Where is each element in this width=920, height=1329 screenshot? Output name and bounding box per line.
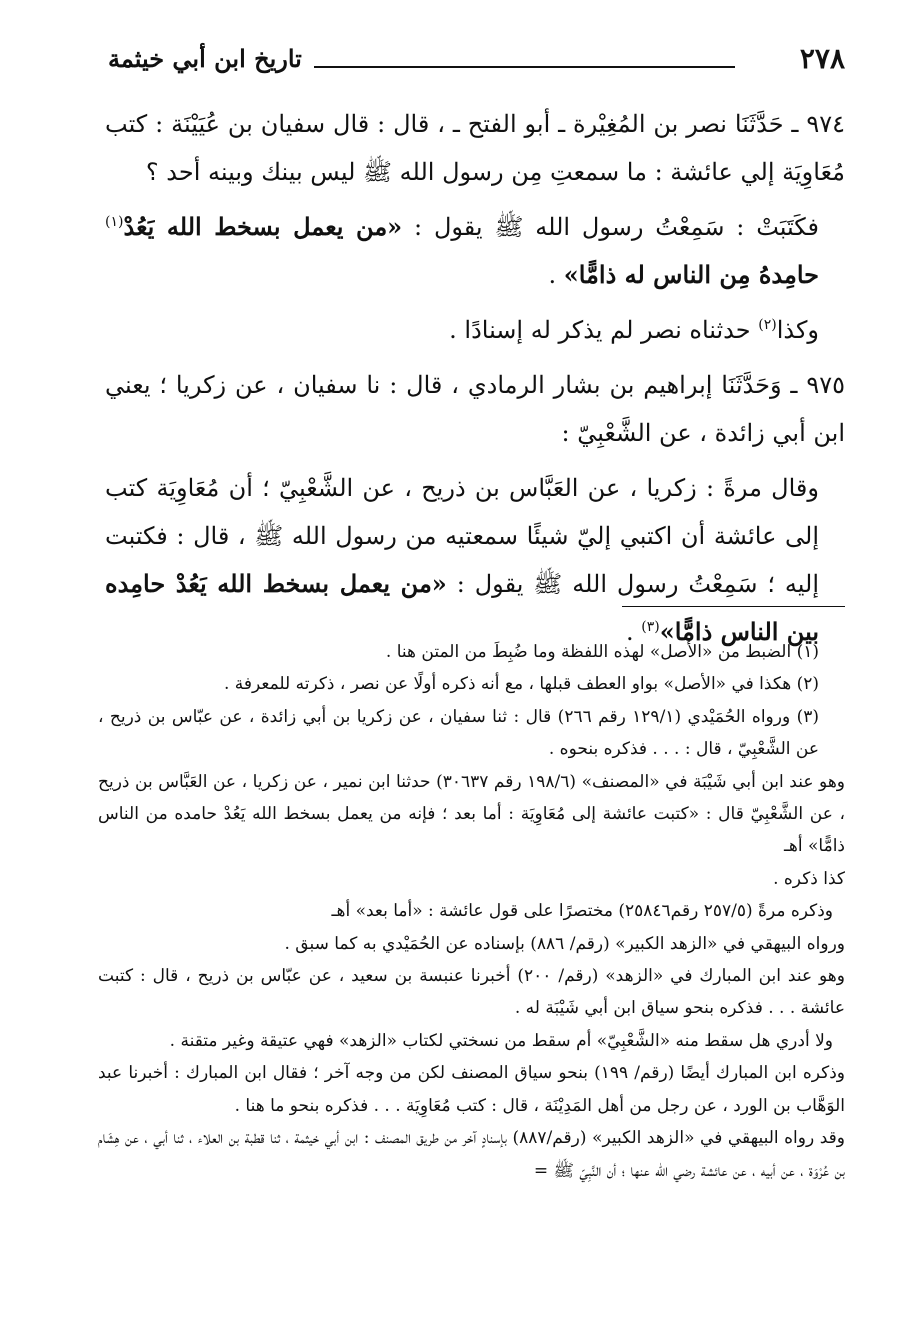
hadith-975-intro <box>105 361 845 457</box>
footnote-1: (١) الضبط من «الأصل» لهذه اللفظة وما ضُبِطَ من المتن هنا . <box>385 642 819 662</box>
footnote-2: (٢) هكذا في «الأصل» بواو العطف قبلها ، مع أنه ذكره أولًا عن نصر ، ذكرته للمعرفة . <box>223 674 819 695</box>
hadith-974-lead: فكَتَبَتْ : سَمِعْتُ رسول الله ﷺ يقول : <box>414 213 819 241</box>
footnote-3: (٣) ورواه الحُمَيْدي (١٢٩/١ رقم ٢٦٦) قال : ثنا سفيان ، عن زكريا بن أبي زائدة ، عن عبّاس بن ذريح ، عن الشَّعْبِيّ ، قال : . . . فذكره بنحوه . <box>98 706 819 760</box>
hadith-974-intro <box>105 100 845 196</box>
page-number: ٢٧٨ <box>799 42 845 75</box>
hadith-974-note <box>105 306 845 354</box>
hadith-975-text <box>105 464 845 656</box>
running-title: تاريخ ابن أبي خيثمة <box>108 44 302 73</box>
hadith-974-isnad: ٩٧٤ ـ حَدَّثَنَا نصر بن المُغِيْرة ـ أبو الفتح ـ ، قال : قال سفيان بن عُيَيْنَة : كتب مُعَاوِيَة إلي عائشة : ما سمعتِ مِن رسول الله ﷺ ليس بينك وبينه أحد ؟ <box>105 110 845 186</box>
hadith-974-text <box>105 203 845 299</box>
footnote-3-para: وهو عند ابن المبارك في «الزهد» (رقم/ ٢٠٠) أخبرنا عنبسة بن سعيد ، عن عبّاس بن ذريح ، قال : كتبت عائشة . . . فذكره بنحو سياق ابن أبي شَيْبَة له . <box>98 966 845 1019</box>
note-lead: وكذا <box>776 316 819 344</box>
hadith-974-matn-end: حامِدهُ مِن الناس له ذامًّا» <box>563 260 819 289</box>
footnote-mark-3: (٣) <box>641 619 660 635</box>
footnote-mark-2: (٢) <box>758 317 777 333</box>
hadith-975-end: . <box>626 618 642 646</box>
hadith-975-matn: «من يعمل بسخط الله يَعُدْ حامِده بين الناس ذامًّا» <box>105 569 819 646</box>
note-text: حدثناه نصر لم يذكر له إسنادًا . <box>449 316 759 344</box>
main-text <box>105 100 845 663</box>
footnote-3-para: وهو عند ابن أبي شَيْبَة في «المصنف» (١٩٨/٦ رقم ٣٠٦٣٧) حدثنا ابن نمير ، عن زكريا ، عن العَبَّاس بن ذريح ، عن الشَّعْبِيّ قال : «كتبت عائشة إلى مُعَاوِيَة : أما بعد ؛ فإنه من يعمل بسخط الله يَعُدْ حامده من الناس ذامًّا» أهـ <box>98 771 845 857</box>
header-rule <box>314 66 735 68</box>
footnote-3-para: كذا ذكره . <box>773 868 845 889</box>
footnote-3-para: ولا أدري هل سقط منه «الشَّعْبِيّ» أم سقط من نسختي لكتاب «الزهد» فهي عتيقة وغير متقنة . <box>169 1030 833 1051</box>
footnote-3-para: وذكره ابن المبارك أيضًا (رقم/ ١٩٩) بنحو سياق المصنف لكن من وجه آخر ؛ فقال ابن المبارك : أخبرنا عبد الوَهَّاب بن الورد ، عن رجل من أهل المَدِيْنَة ، قال : كتب مُعَاوِيَة . . . فذكره بنحو ما هنا . <box>98 1063 845 1116</box>
hadith-974-end: . <box>548 261 564 289</box>
footnote-3-para: وقد رواه البيهقي في «الزهد الكبير» (رقم/٨٨٧) بإسنادٍ آخر من طريق المصنف : ابن أبي خيثمة ، ثنا قطبة بن العلاء ، ثنا أبي ، عن هِشَام بن عُرْوَة ، عن أبيه ، عن عائشة رضي الله عنها ؛ أن النَّبِيّ ﷺ = <box>98 1128 845 1181</box>
hadith-974-matn-start: «من يعمل بسخط الله يَعُدْ <box>123 212 403 241</box>
footnote-mark-1: (١) <box>105 214 124 230</box>
page-header <box>108 40 845 80</box>
footnotes <box>98 636 845 1187</box>
hadith-975-isnad: ٩٧٥ ـ وَحَدَّثَنَا إبراهيم بن بشار الرمادي ، قال : نا سفيان ، عن زكريا ؛ يعني ابن أبي زائدة ، عن الشَّعْبِيّ : <box>105 371 845 447</box>
footnote-3-para: ورواه البيهقي في «الزهد الكبير» (رقم/ ٨٨٦) بإسناده عن الحُمَيْدي به كما سبق . <box>284 933 845 954</box>
footnote-3-para: وذكره مرةً (٢٥٧/٥ رقم٢٥٨٤٦) مختصرًا على قول عائشة : «أما بعد» أهـ <box>331 901 833 922</box>
footnote-separator <box>622 606 845 607</box>
hadith-975-lead: وقال مرةً : زكريا ، عن العَبَّاس بن ذريح ، عن الشَّعْبِيّ ؛ أن مُعَاوِيَة كتب إلى عائشة أن اكتبي إليّ شيئًا سمعتيه من رسول الله ﷺ ، قال : فكتبت إليه ؛ سَمِعْتُ رسول الله ﷺ يقول : <box>105 474 820 598</box>
